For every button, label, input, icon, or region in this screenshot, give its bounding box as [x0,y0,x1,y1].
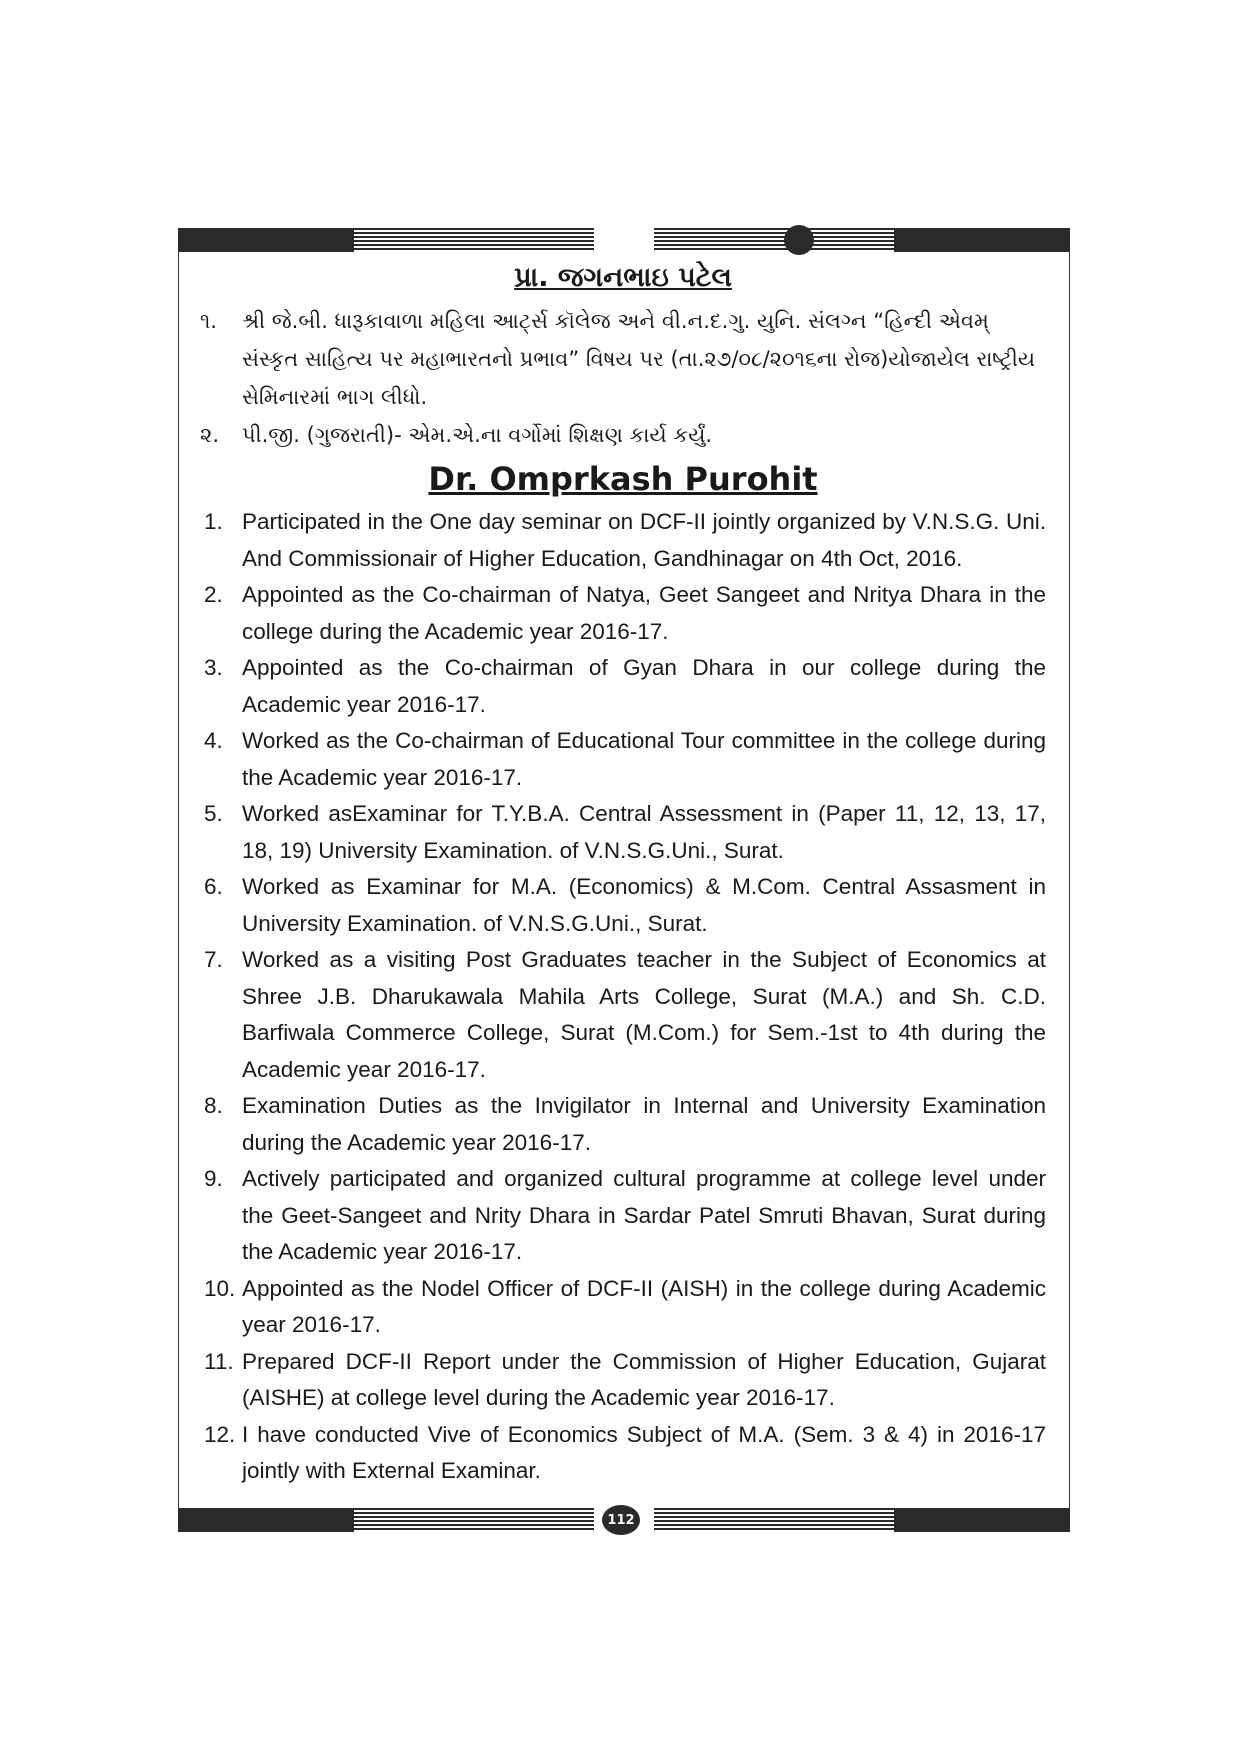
list-item-text: Participated in the One day seminar on DCF-II jointly organized by V.N.S.G. Uni. And Commissionair of Higher Education, Gandhinagar on 4th Oct, 2016. [242,509,1046,571]
list-item [200,302,1046,416]
sun-emblem-icon [784,225,814,255]
list-item-text: Worked as a visiting Post Graduates teacher in the Subject of Economics at Shree J.B. Dharukawala Mahila Arts College, Surat (M.A.) and Sh. C.D. Barfiwala Commerce College, Surat (M.Com.) for Sem.-1st to 4th during the Academic year 2016-17. [242,947,1046,1082]
list-item-text: Worked as Examinar for M.A. (Economics) & M.Com. Central Assasment in University Examination. of V.N.S.G.Uni., Surat. [242,874,1046,936]
list-item-text: Actively participated and organized cultural programme at college level under the Geet-Sangeet and Nrity Dhara in Sardar Patel Smruti Bhavan, Surat during the Academic year 2016-17. [242,1166,1046,1264]
list-item-text: Examination Duties as the Invigilator in Internal and University Examination during the Academic year 2016-17. [242,1093,1046,1155]
list-item-number: 2. [204,582,223,607]
list-item [200,1271,1046,1344]
list-item-text: Appointed as the Co-chairman of Natya, Geet Sangeet and Nritya Dhara in the college during the Academic year 2016-17. [242,582,1046,644]
list-item-number: 11. [204,1348,234,1374]
list-item-text: Appointed as the Co-chairman of Gyan Dhara in our college during the Academic year 2016-17. [242,655,1046,717]
list-item [200,1344,1046,1417]
list-item-number: 5. [204,801,223,826]
footer-stripes-left [354,1508,594,1532]
list-item-number: 6. [204,874,223,899]
list-item-number: 4. [204,728,223,753]
list-item-number: 10. [204,1275,236,1301]
list-item [200,942,1046,1088]
list-item-number: 3. [204,655,223,680]
header-decorative-bar [178,228,1070,252]
list-item [200,650,1046,723]
footer-stripes-right [654,1508,894,1532]
list-item [200,1161,1046,1271]
list-item-text: Worked asExaminar for T.Y.B.A. Central Assessment in (Paper 11, 12, 13, 17, 18, 19) University Examination. of V.N.S.G.Uni., Surat. [242,801,1046,863]
list-item-number: 8. [204,1093,223,1118]
list-item [200,416,1046,454]
list-item-number: 1. [204,509,223,534]
list-item-text: પી.જી. (ગુજરાતી)- એમ.એ.ના વર્ગોમાં શિક્ષણ કાર્ય કર્યું. [242,423,713,447]
list-item-number: 7. [204,947,223,972]
list-item-number: 9. [204,1166,223,1191]
gujarati-list [200,302,1046,454]
list-item [200,869,1046,942]
list-item-text: Appointed as the Nodel Officer of DCF-II (AISH) in the college during Academic year 2016-17. [242,1275,1046,1337]
header-stripes-left [354,228,594,252]
list-item-text: Worked as the Co-chairman of Educational Tour committee in the college during the Academic year 2016-17. [242,728,1046,790]
english-list [200,504,1046,1490]
list-item-text: શ્રી જે.બી. ધારૂકાવાળા મહિલા આર્ટ્સ કૉલેજ અને વી.ન.દ.ગુ. યુનિ. સંલગ્ન “હિન્દી એવમ્ સંસ્કૃત સાહિત્ય પર મહાભારતનો પ્રભાવ” વિષય પર (તા.૨૭/૦૮/૨૦૧૬ના રોજ)યોજાયેલ રાષ્ટ્રીય સેમિનારમાં ભાગ લીધો. [242,309,1036,409]
list-item [200,577,1046,650]
list-item-number: ૨. [200,423,220,447]
list-item [200,796,1046,869]
list-item [200,504,1046,577]
page-content [200,258,1046,1490]
list-item-text: I have conducted Vive of Economics Subject of M.A. (Sem. 3 & 4) in 2016-17 jointly with External Examinar. [242,1421,1046,1483]
list-item [200,1417,1046,1490]
english-section-title: Dr. Omprkash Purohit [428,460,818,498]
list-item-number: ૧. [200,309,217,333]
header-stripes-right [654,228,894,252]
list-item [200,1088,1046,1161]
list-item-text: Prepared DCF-II Report under the Commission of Higher Education, Gujarat (AISHE) at college level during the Academic year 2016-17. [242,1348,1046,1410]
page-number: 112 [602,1505,640,1535]
list-item [200,723,1046,796]
list-item-number: 12. [204,1421,236,1447]
gujarati-section-title: પ્રા. જગનભાઇ પટેલ [514,262,732,293]
